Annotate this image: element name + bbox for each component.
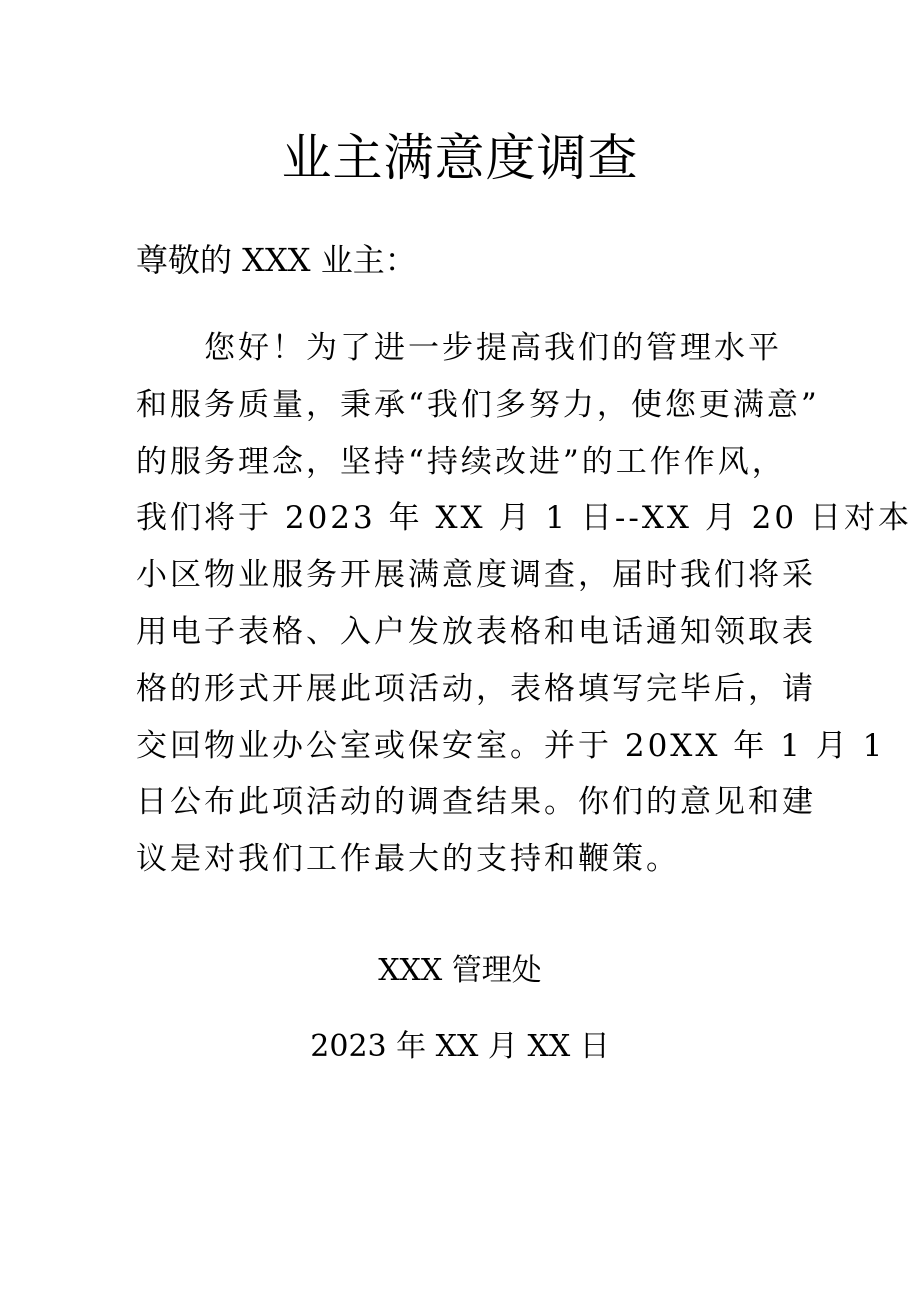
signature-date: 2023 年 XX 月 XX 日 [310, 1029, 610, 1064]
letter-body [136, 320, 912, 888]
body-line: 和服务质量，秉承“我们多努力，使您更满意” [136, 386, 820, 423]
body-line: 小区物业服务开展满意度调查，届时我们将采 [136, 557, 816, 594]
document-title: 业主满意度调查 [281, 129, 639, 187]
body-line: 的服务理念，坚持“持续改进”的工作作风， [136, 443, 786, 480]
body-line: 您好！为了进一步提高我们的管理水平 [204, 330, 782, 366]
body-line: 格的形式开展此项活动，表格填写完毕后，请 [136, 670, 816, 707]
body-line: 日公布此项活动的调查结果。你们的意见和建 [136, 784, 816, 821]
body-line: 议是对我们工作最大的支持和鞭策。 [136, 841, 680, 878]
signature-organization: XXX 管理处 [378, 953, 542, 988]
body-line: 我们将于 2023 年 XX 月 1 日--XX 月 20 日对本 [136, 500, 912, 537]
body-line: 交回物业办公室或保安室。并于 20XX 年 1 月 1 [136, 727, 886, 764]
salutation: 尊敬的 XXX 业主： [136, 241, 417, 279]
body-line: 用电子表格、入户发放表格和电话通知领取表 [136, 613, 816, 650]
